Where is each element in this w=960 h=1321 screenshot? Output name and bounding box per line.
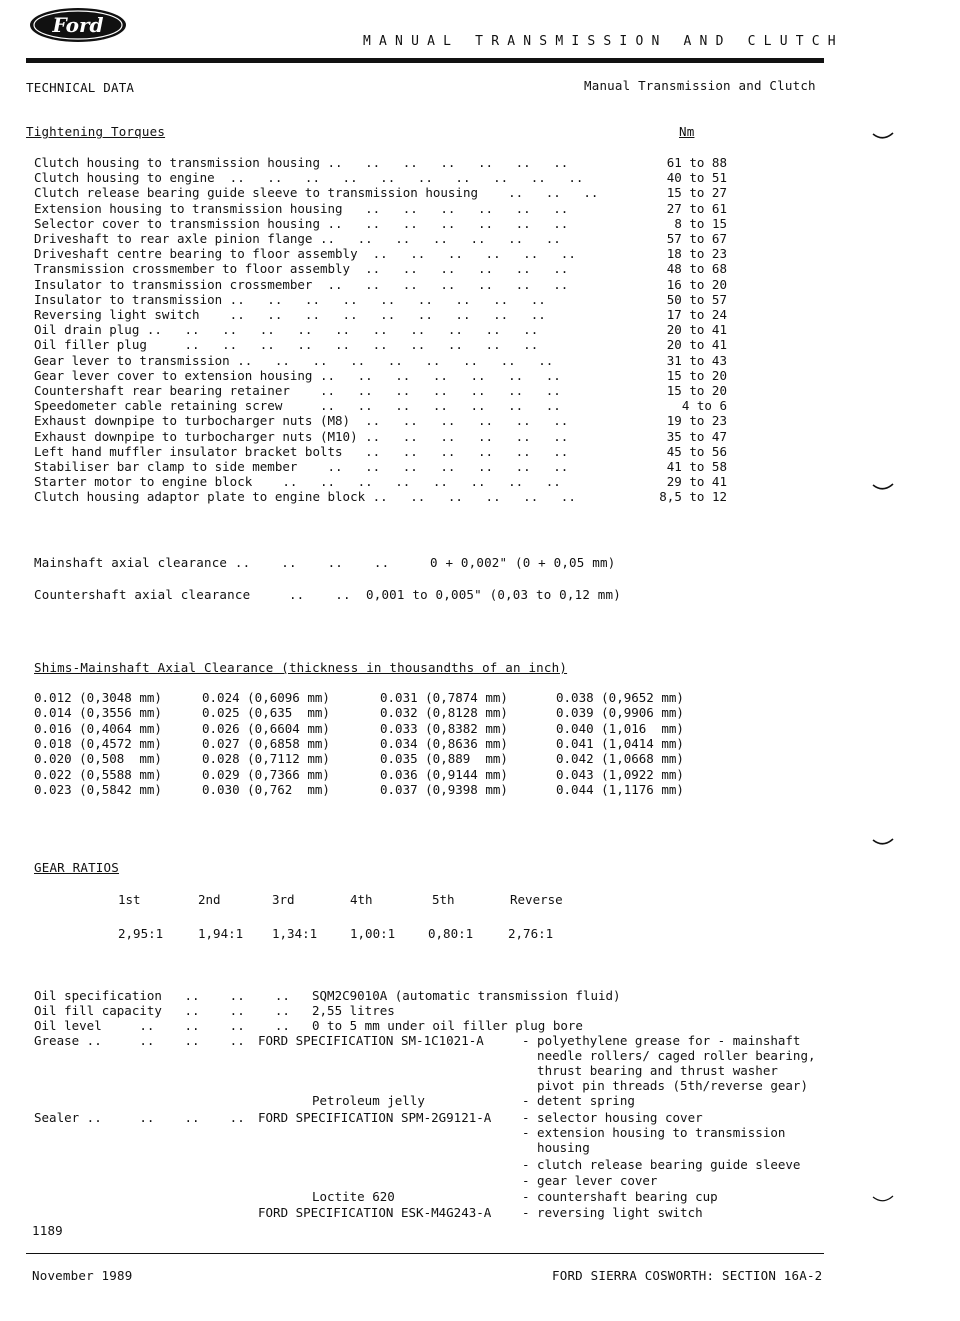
torque-row-value: 45 to 56 (666, 443, 727, 459)
shim-entry: 0.040 (1,016 mm) (556, 720, 684, 736)
margin-tick-icon (872, 132, 894, 142)
torque-row-value: 15 to 20 (666, 383, 727, 398)
torque-row-label: Extension housing to transmission housing .. .. .. .. .. .. (34, 200, 569, 216)
shim-entry: 0.041 (1,0414 mm) (556, 735, 684, 751)
torque-row-label: Left hand muffler insulator bracket bolts .. .. .. .. .. .. (34, 443, 569, 459)
torque-row-value: 20 to 41 (666, 322, 727, 338)
torque-row-label: Clutch release bearing guide sleeve to transmission housing .. .. .. (34, 185, 599, 201)
torque-row-label: Clutch housing to engine .. .. .. .. .. .. .. .. .. .. (34, 170, 584, 186)
torque-row-label: Clutch housing to transmission housing .. .. .. .. .. .. .. (34, 155, 569, 170)
shim-entry: 0.016 (0,4064 mm) (34, 720, 162, 736)
torque-row-value: 17 to 24 (666, 307, 727, 322)
torque-row-label: Speedometer cable retaining screw .. .. .. .. .. .. .. (34, 398, 561, 414)
torque-row-value: 29 to 41 (666, 474, 727, 490)
shim-entry: 0.034 (0,8636 mm) (380, 735, 508, 751)
gear-name: 5th (432, 892, 455, 907)
shims-heading: Shims-Mainshaft Axial Clearance (thickness in thousandths of an inch) (34, 660, 568, 675)
torque-row-value: 41 to 58 (666, 459, 727, 474)
gear-name: Reverse (510, 892, 563, 907)
grease-use-1: - polyethylene grease for - mainshaft (522, 1033, 801, 1048)
torque-row-label: Gear lever to transmission .. .. .. .. .. .. .. .. .. (34, 352, 554, 368)
grease-label: Grease .. .. .. .. (34, 1033, 245, 1048)
shim-entry: 0.044 (1,1176 mm) (556, 781, 684, 797)
countershaft-clearance-value: 0,001 to 0,005" (0,03 to 0,12 mm) (366, 587, 621, 602)
grease-use-3: thrust bearing and thrust washer (522, 1063, 778, 1078)
oil-spec-label: Oil specification .. .. .. (34, 988, 290, 1003)
grease-use-2: needle rollers/ caged roller bearing, (522, 1048, 816, 1063)
shim-entry: 0.028 (0,7112 mm) (202, 751, 330, 767)
torque-row-label: Gear lever cover to extension housing .. .. .. .. .. .. .. (34, 367, 561, 383)
torque-row-value: 8 to 15 (674, 215, 727, 231)
torque-row-label: Driveshaft to rear axle pinion flange .. .. .. .. .. .. .. (34, 231, 561, 246)
torque-row-label: Reversing light switch .. .. .. .. .. .. .. .. .. (34, 307, 546, 322)
shim-entry: 0.023 (0,5842 mm) (34, 781, 162, 797)
torque-row-value: 15 to 20 (666, 367, 727, 383)
torque-row-label: Countershaft rear bearing retainer .. .. .. .. .. .. .. (34, 383, 561, 398)
shim-entry: 0.026 (0,6604 mm) (202, 720, 330, 736)
loctite-label: Loctite 620 (312, 1189, 395, 1204)
shim-entry: 0.036 (0,9144 mm) (380, 766, 508, 782)
shim-entry: 0.037 (0,9398 mm) (380, 781, 508, 797)
gear-name: 2nd (198, 892, 221, 907)
torque-row-label: Insulator to transmission crossmember .. .. .. .. .. .. .. (34, 276, 569, 292)
gear-ratio-value: 1,00:1 (350, 926, 396, 941)
shim-entry: 0.025 (0,635 mm) (202, 705, 330, 721)
sealer-use-4: - clutch release bearing guide sleeve (522, 1157, 801, 1172)
countershaft-clearance-label: Countershaft axial clearance .. .. (34, 587, 351, 602)
gear-ratios-heading: GEAR RATIOS (34, 860, 119, 875)
shim-entry: 0.033 (0,8382 mm) (380, 720, 508, 736)
torque-row-value: 35 to 47 (666, 428, 727, 444)
loctite-spec: FORD SPECIFICATION ESK-M4G243-A (258, 1205, 492, 1220)
grease-spec: FORD SPECIFICATION SM-1C1021-A (258, 1033, 484, 1048)
page-code: 1189 (32, 1223, 63, 1238)
torque-row-label: Driveshaft centre bearing to floor assembly .. .. .. .. .. .. (34, 246, 576, 262)
footer-rule (26, 1253, 824, 1254)
ford-logo-text: Ford (52, 13, 104, 37)
sealer-use-5: - gear lever cover (522, 1173, 658, 1188)
margin-tick-icon (872, 483, 894, 493)
petroleum-jelly-use: - detent spring (522, 1093, 635, 1108)
torque-row-value: 40 to 51 (666, 170, 727, 186)
gear-ratio-value: 2,95:1 (118, 926, 164, 941)
torque-row-value: 50 to 57 (666, 291, 727, 307)
shim-entry: 0.022 (0,5588 mm) (34, 766, 162, 782)
header-rule (26, 58, 824, 63)
gear-name: 3rd (272, 892, 295, 907)
torque-row-value: 18 to 23 (666, 246, 727, 262)
shim-entry: 0.018 (0,4572 mm) (34, 735, 162, 751)
shim-entry: 0.014 (0,3556 mm) (34, 705, 162, 721)
shim-entry: 0.020 (0,508 mm) (34, 751, 162, 767)
shim-entry: 0.038 (0,9652 mm) (556, 690, 684, 705)
shim-entry: 0.012 (0,3048 mm) (34, 690, 162, 705)
torque-row-label: Exhaust downpipe to turbocharger nuts (M10) .. .. .. .. .. .. (34, 428, 569, 444)
footer-date: November 1989 (32, 1268, 133, 1283)
sealer-use-1: - selector housing cover (522, 1110, 703, 1125)
torque-row-value: 19 to 23 (666, 413, 727, 429)
shim-entry: 0.042 (1,0668 mm) (556, 751, 684, 767)
shim-entry: 0.032 (0,8128 mm) (380, 705, 508, 721)
grease-use-4: pivot pin threads (5th/reverse gear) (522, 1078, 808, 1093)
oil-fill-value: 2,55 litres (312, 1003, 395, 1018)
torque-row-value: 4 to 6 (681, 398, 727, 414)
torques-unit: Nm (679, 124, 695, 139)
torque-row-value: 8,5 to 12 (659, 489, 727, 505)
footer-section: FORD SIERRA COSWORTH: SECTION 16A-2 (552, 1268, 823, 1283)
margin-tick-icon (872, 838, 894, 848)
ford-logo (28, 6, 128, 44)
torque-row-label: Oil drain plug .. .. .. .. .. .. .. .. .. .. .. (34, 322, 539, 338)
shim-entry: 0.031 (0,7874 mm) (380, 690, 508, 705)
sealer-use-3: housing (522, 1140, 590, 1155)
gear-ratio-value: 0,80:1 (428, 926, 474, 941)
torque-row-label: Exhaust downpipe to turbocharger nuts (M8) .. .. .. .. .. .. (34, 413, 569, 429)
torque-row-label: Selector cover to transmission housing .. .. .. .. .. .. .. (34, 215, 569, 231)
torque-row-label: Starter motor to engine block .. .. .. .. .. .. .. .. (34, 474, 561, 490)
torque-row-label: Stabiliser bar clamp to side member .. .. .. .. .. .. .. (34, 459, 569, 474)
loctite-use-1: - countershaft bearing cup (522, 1189, 718, 1204)
technical-data-label: TECHNICAL DATA (26, 80, 135, 95)
torque-row-value: 57 to 67 (666, 231, 727, 246)
petroleum-jelly-label: Petroleum jelly (312, 1093, 425, 1108)
torque-row-value: 61 to 88 (666, 155, 727, 170)
oil-fill-label: Oil fill capacity .. .. .. (34, 1003, 290, 1018)
loctite-use-2: - reversing light switch (522, 1205, 703, 1220)
torque-row-value: 27 to 61 (666, 200, 727, 216)
margin-tick-icon (872, 1195, 894, 1205)
torque-row-value: 20 to 41 (666, 337, 727, 353)
oil-spec-value: SQM2C9010A (automatic transmission fluid) (312, 988, 621, 1003)
shim-entry: 0.029 (0,7366 mm) (202, 766, 330, 782)
page-header-title: MANUAL TRANSMISSION AND CLUTCH (363, 34, 844, 49)
sealer-label: Sealer .. .. .. .. (34, 1110, 245, 1125)
shim-entry: 0.043 (1,0922 mm) (556, 766, 684, 782)
gear-name: 4th (350, 892, 373, 907)
gear-ratio-value: 2,76:1 (508, 926, 554, 941)
mainshaft-clearance-value: 0 + 0,002" (0 + 0,05 mm) (430, 555, 616, 570)
oil-level-value: 0 to 5 mm under oil filler plug bore (312, 1018, 583, 1033)
torque-row-label: Clutch housing adaptor plate to engine block .. .. .. .. .. .. (34, 489, 576, 505)
torque-row-value: 15 to 27 (666, 185, 727, 201)
shim-entry: 0.027 (0,6858 mm) (202, 735, 330, 751)
shim-entry: 0.030 (0,762 mm) (202, 781, 330, 797)
gear-name: 1st (118, 892, 141, 907)
shim-entry: 0.039 (0,9906 mm) (556, 705, 684, 721)
torque-row-label: Transmission crossmember to floor assembly .. .. .. .. .. .. (34, 261, 569, 277)
torque-row-value: 31 to 43 (666, 352, 727, 368)
sealer-use-2: - extension housing to transmission (522, 1125, 786, 1140)
gear-ratio-value: 1,94:1 (198, 926, 244, 941)
oil-level-label: Oil level .. .. .. .. (34, 1018, 290, 1033)
sealer-spec: FORD SPECIFICATION SPM-2G9121-A (258, 1110, 492, 1125)
torque-row-label: Oil filler plug .. .. .. .. .. .. .. .. .. .. (34, 337, 539, 353)
gear-ratio-value: 1,34:1 (272, 926, 318, 941)
mainshaft-clearance-label: Mainshaft axial clearance .. .. .. .. (34, 555, 390, 570)
torque-row-value: 16 to 20 (666, 276, 727, 292)
torques-heading: Tightening Torques (26, 124, 166, 139)
torque-row-label: Insulator to transmission .. .. .. .. .. .. .. .. .. (34, 291, 546, 307)
shim-entry: 0.035 (0,889 mm) (380, 751, 508, 767)
shim-entry: 0.024 (0,6096 mm) (202, 690, 330, 705)
section-label: Manual Transmission and Clutch (584, 78, 816, 93)
torque-row-value: 48 to 68 (666, 261, 727, 277)
